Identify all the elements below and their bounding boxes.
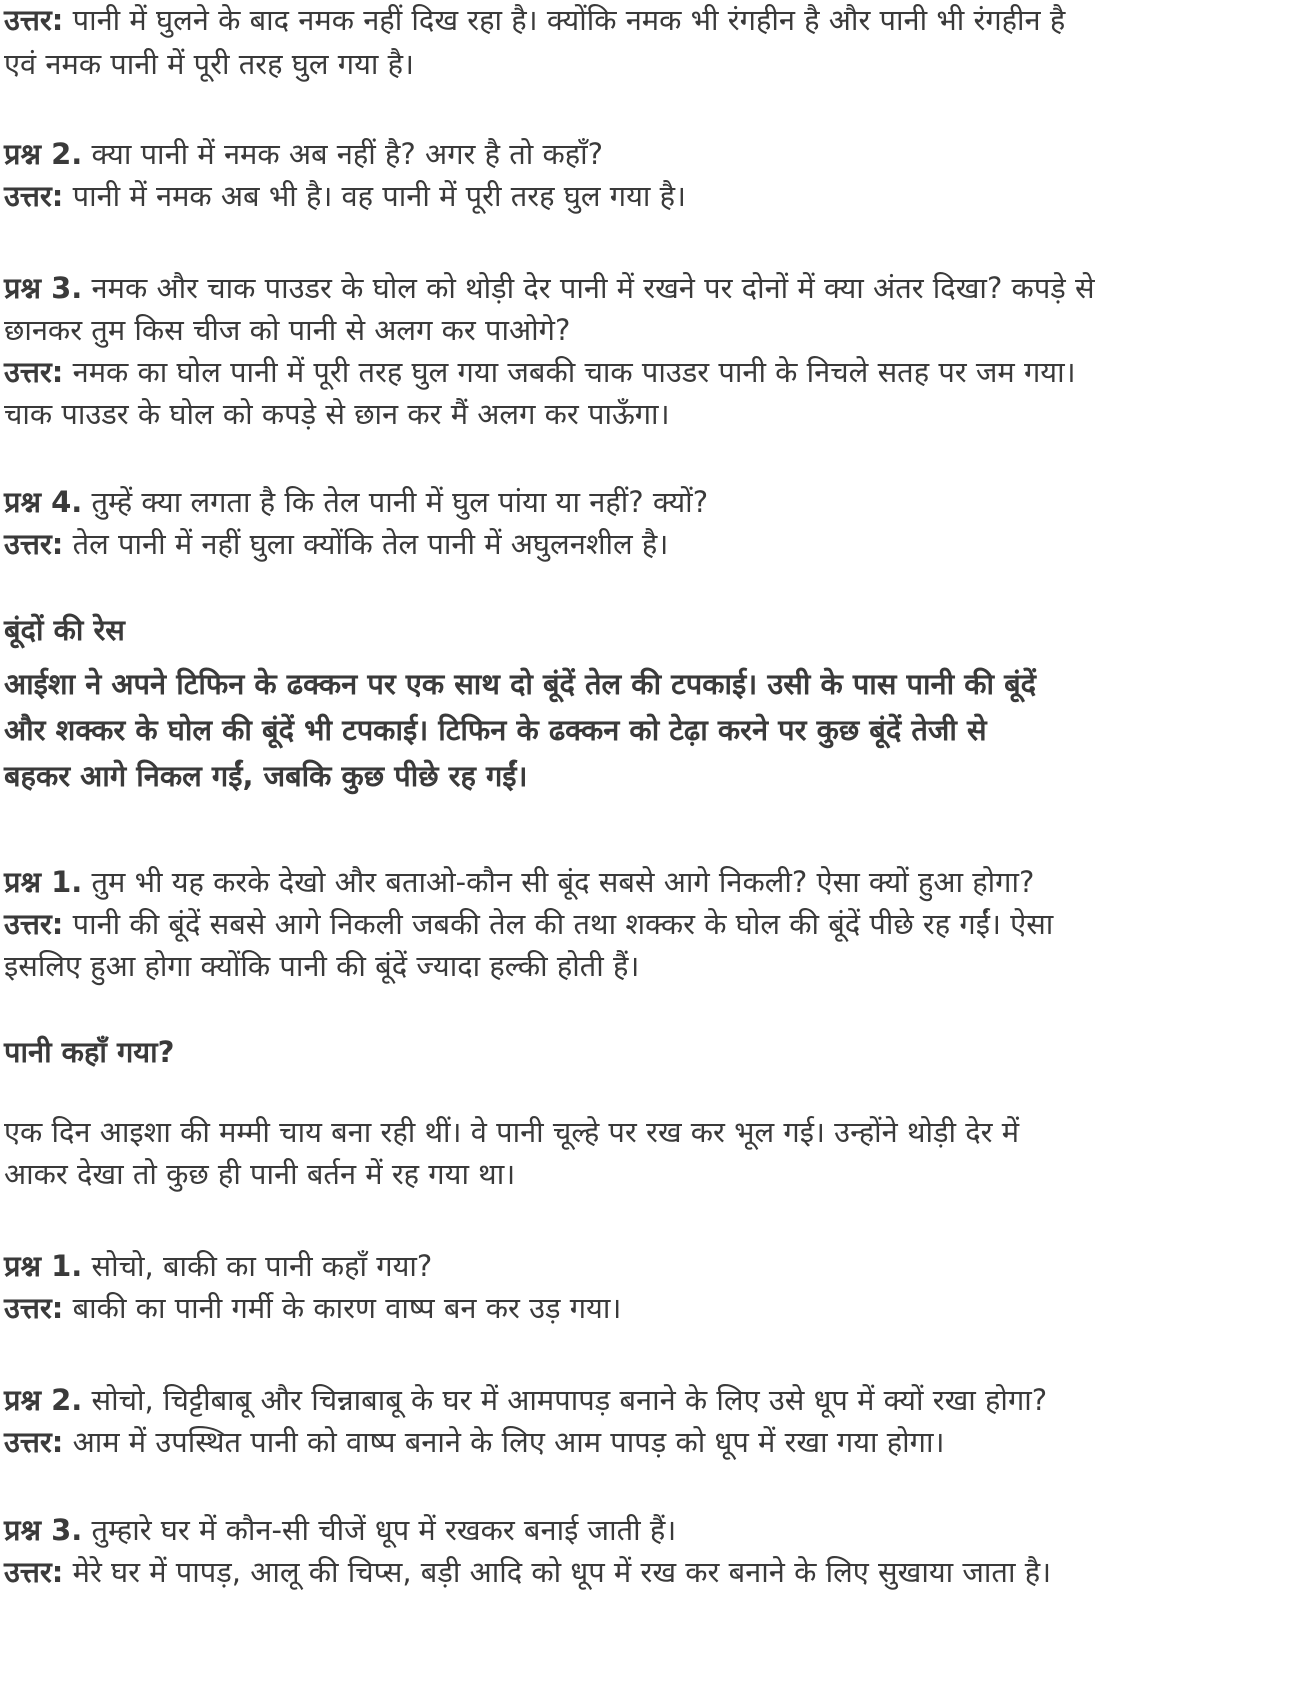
answer-text: पानी में नमक अब भी है। वह पानी में पूरी तरह घुल गया है। — [72, 179, 687, 213]
answer-text: आम में उपस्थित पानी को वाष्प बनाने के लिए आम पापड़ को धूप में रखा गया होगा। — [72, 1425, 945, 1459]
question-line — [4, 480, 708, 524]
answer-continuation: चाक पाउडर के घोल को कपड़े से छान कर मैं अलग कर पाऊँगा। — [4, 397, 670, 431]
question-line — [4, 860, 1034, 904]
answer-line — [4, 902, 1053, 946]
question-text: तुम भी यह करके देखो और बताओ-कौन सी बूंद सबसे आगे निकली? ऐसा क्यों हुआ होगा? — [91, 865, 1035, 899]
answer-label: उत्तर: — [4, 527, 64, 561]
answer-line — [4, 1550, 1051, 1594]
answer-text: तेल पानी में नहीं घुला क्योंकि तेल पानी में अघुलनशील है। — [72, 527, 669, 561]
answer-text: नमक का घोल पानी में पूरी तरह घुल गया जबकी चाक पाउडर पानी के निचले सतह पर जम गया। — [72, 355, 1076, 389]
answer-label: उत्तर: — [4, 355, 64, 389]
question-label: प्रश्न 2. — [4, 137, 83, 171]
answer-line — [4, 0, 1065, 42]
paragraph-line: आकर देखा तो कुछ ही पानी बर्तन में रह गया था। — [4, 1157, 516, 1191]
question-label: प्रश्न 3. — [4, 271, 83, 305]
bold-paragraph-line: और शक्कर के घोल की बूंदें भी टपकाई। टिफिन के ढक्कन को टेढ़ा करने पर कुछ बूंदें तेजी से — [4, 713, 987, 747]
answer-line — [4, 174, 686, 218]
answer-text: पानी में घुलने के बाद नमक नहीं दिख रहा है। क्योंकि नमक भी रंगहीन है और पानी भी रंगहीन है — [72, 3, 1066, 37]
question-line — [4, 132, 603, 176]
question-line — [4, 266, 1095, 310]
answer-label: उत्तर: — [4, 179, 64, 213]
answer-continuation: एवं नमक पानी में पूरी तरह घुल गया है। — [4, 47, 415, 81]
bold-paragraph-line: बहकर आगे निकल गईं, जबकि कुछ पीछे रह गईं। — [4, 759, 528, 793]
question-text: तुम्हारे घर में कौन-सी चीजें धूप में रखकर बनाई जाती हैं। — [91, 1513, 677, 1547]
question-text: सोचो, चिट्टीबाबू और चिन्नाबाबू के घर में आमपापड़ बनाने के लिए उसे धूप में क्यों रखा होगा? — [91, 1383, 1048, 1417]
answer-text: पानी की बूंदें सबसे आगे निकली जबकी तेल की तथा शक्कर के घोल की बूंदें पीछे रह गईं। ऐसा — [72, 907, 1054, 941]
answer-line — [4, 1286, 621, 1330]
paragraph-line: एक दिन आइशा की मम्मी चाय बना रही थीं। वे पानी चूल्हे पर रख कर भूल गई। उन्होंने थोड़ी देर में — [4, 1115, 1020, 1149]
question-text: सोचो, बाकी का पानी कहाँ गया? — [91, 1249, 433, 1283]
question-line — [4, 1508, 676, 1552]
answer-continuation: इसलिए हुआ होगा क्योंकि पानी की बूंदें ज्यादा हल्की होती हैं। — [4, 949, 640, 983]
question-label: प्रश्न 3. — [4, 1513, 83, 1547]
section-heading: बूंदों की रेस — [4, 613, 125, 647]
question-label: प्रश्न 1. — [4, 1249, 83, 1283]
question-label: प्रश्न 1. — [4, 865, 83, 899]
answer-line — [4, 1420, 945, 1464]
question-text: तुम्हें क्या लगता है कि तेल पानी में घुल पांया या नहीं? क्यों? — [91, 485, 709, 519]
answer-label: उत्तर: — [4, 907, 64, 941]
section-heading: पानी कहाँ गया? — [4, 1035, 175, 1069]
bold-paragraph-line: आईशा ने अपने टिफिन के ढक्कन पर एक साथ दो बूंदें तेल की टपकाई। उसी के पास पानी की बूंदें — [4, 667, 1037, 701]
answer-line — [4, 350, 1076, 394]
answer-label: उत्तर: — [4, 3, 64, 37]
question-text: क्या पानी में नमक अब नहीं है? अगर है तो कहाँ? — [91, 137, 604, 171]
question-line — [4, 1244, 432, 1288]
answer-label: उत्तर: — [4, 1555, 64, 1589]
answer-label: उत्तर: — [4, 1425, 64, 1459]
answer-text: बाकी का पानी गर्मी के कारण वाष्प बन कर उड़ गया। — [72, 1291, 622, 1325]
question-line — [4, 1378, 1047, 1422]
answer-line — [4, 522, 668, 566]
question-continuation: छानकर तुम किस चीज को पानी से अलग कर पाओगे? — [4, 313, 571, 347]
answer-text: मेरे घर में पापड़, आलू की चिप्स, बड़ी आदि को धूप में रख कर बनाने के लिए सुखाया जाता है। — [72, 1555, 1052, 1589]
question-label: प्रश्न 4. — [4, 485, 83, 519]
question-text: नमक और चाक पाउडर के घोल को थोड़ी देर पानी में रखने पर दोनों में क्या अंतर दिखा? कपड़े से — [91, 271, 1095, 305]
question-label: प्रश्न 2. — [4, 1383, 83, 1417]
answer-label: उत्तर: — [4, 1291, 64, 1325]
